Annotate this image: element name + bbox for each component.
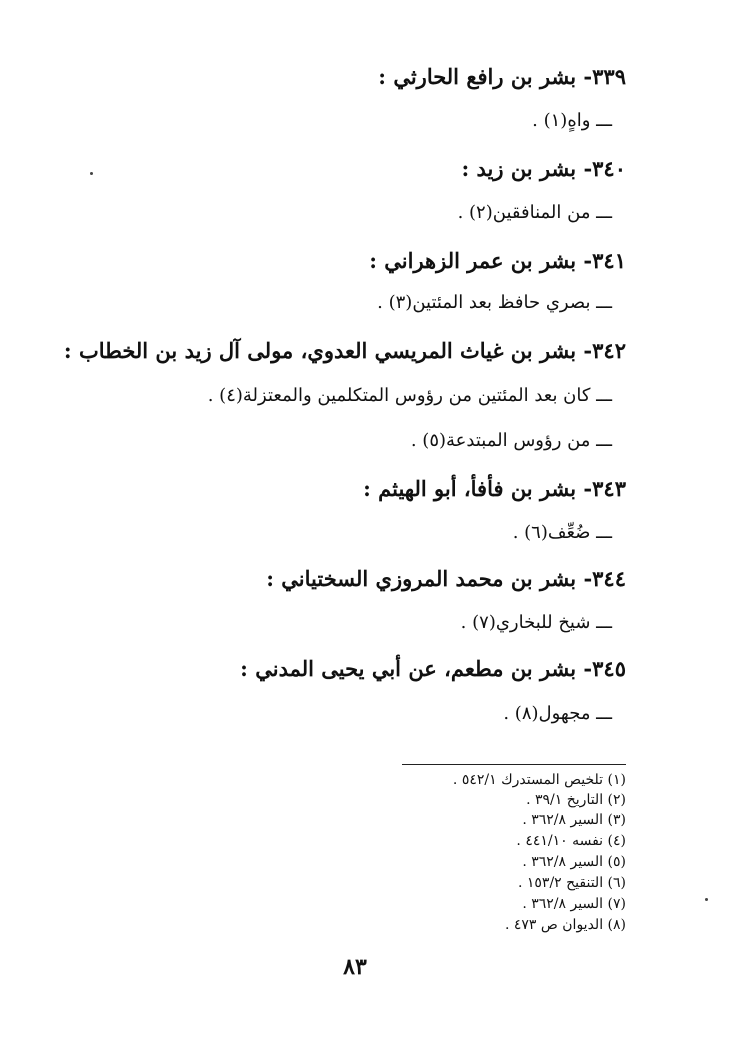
entry-342-note: ـــ كان بعد المئتين من رؤوس المتكلمين والمعتزلة(٤) . bbox=[207, 385, 612, 406]
footnote-7: (٧) السير ٣٦٢/٨ . bbox=[522, 896, 626, 912]
footnote-4: (٤) نفسه ٤٤١/١٠ . bbox=[516, 833, 626, 849]
page-number: ٨٣ bbox=[343, 954, 367, 980]
footnote-6: (٦) التنقيح ١٥٣/٢ . bbox=[517, 875, 626, 891]
footnote-5: (٥) السير ٣٦٢/٨ . bbox=[522, 854, 626, 870]
entry-343-heading: ٣٤٣- بشر بن فأفأ، أبو الهيثم : bbox=[363, 476, 626, 501]
entry-342-heading: ٣٤٢- بشر بن غياث المريسي العدوي، مولى آل زيد بن الخطاب : bbox=[63, 338, 626, 363]
footnote-8: (٨) الديوان ص ٤٧٣ . bbox=[504, 917, 626, 933]
scan-speck bbox=[90, 172, 93, 175]
entry-339-heading: ٣٣٩- بشر بن رافع الحارثي : bbox=[378, 64, 626, 89]
entry-344-note: ـــ شيخ للبخاري(٧) . bbox=[460, 612, 612, 633]
scan-speck bbox=[705, 898, 708, 901]
footnote-3: (٣) السير ٣٦٢/٨ . bbox=[522, 812, 626, 828]
footnote-separator bbox=[402, 764, 626, 765]
footnote-2: (٢) التاريخ ٣٩/١ . bbox=[526, 792, 626, 808]
entry-339-note: ـــ واهٍ(١) . bbox=[532, 110, 612, 131]
entry-345-heading: ٣٤٥- بشر بن مطعم، عن أبي يحيى المدني : bbox=[240, 656, 626, 681]
entry-340-note: ـــ من المنافقين(٢) . bbox=[457, 202, 612, 223]
footnote-1: (١) تلخيص المستدرك ٥٤٢/١ . bbox=[452, 772, 626, 788]
entry-345-note: ـــ مجهول(٨) . bbox=[503, 703, 612, 724]
entry-344-heading: ٣٤٤- بشر بن محمد المروزي السختياني : bbox=[266, 566, 626, 591]
entry-341-note: ـــ بصري حافظ بعد المئتين(٣) . bbox=[377, 292, 612, 313]
entry-341-heading: ٣٤١- بشر بن عمر الزهراني : bbox=[369, 248, 626, 273]
entry-340-heading: ٣٤٠- بشر بن زيد : bbox=[461, 156, 626, 181]
entry-342-note-2: ـــ من رؤوس المبتدعة(٥) . bbox=[410, 430, 612, 451]
entry-343-note: ـــ ضُعِّف(٦) . bbox=[512, 522, 612, 543]
